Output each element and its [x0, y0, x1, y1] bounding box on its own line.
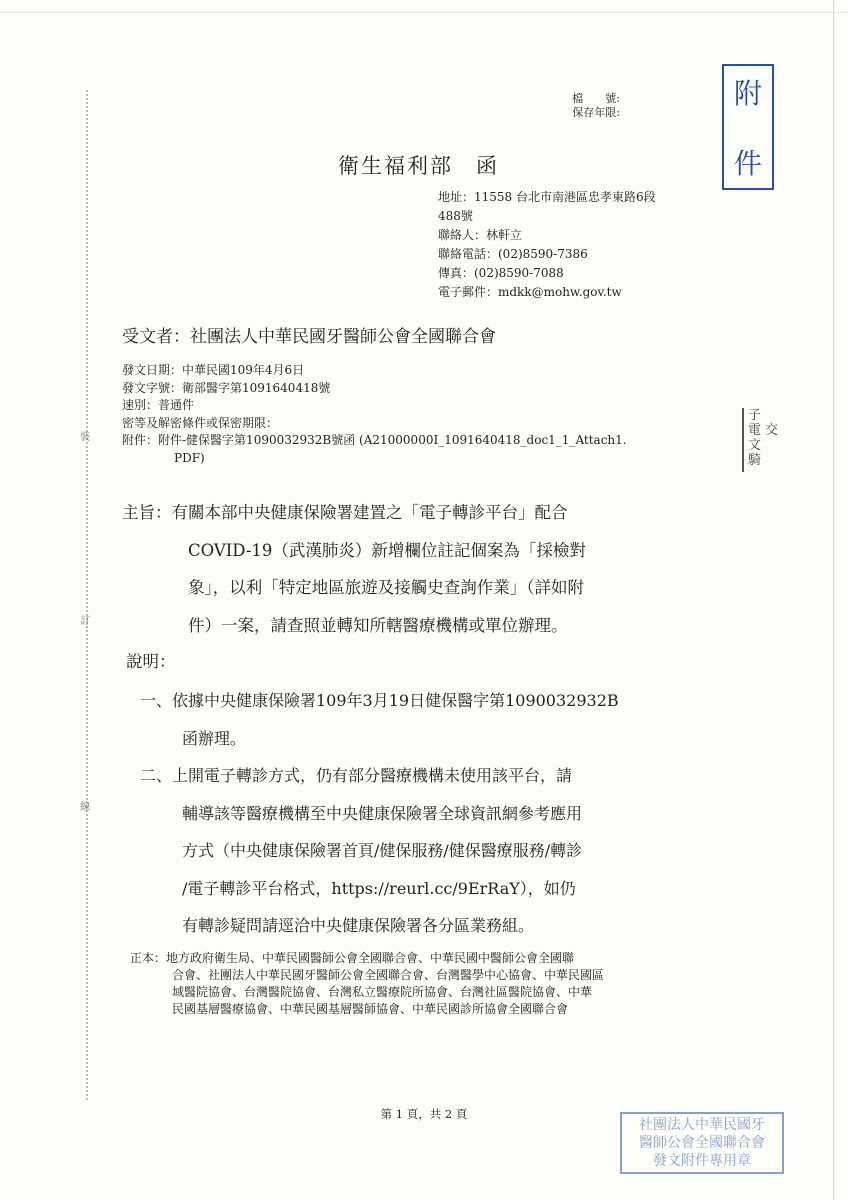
seal-line: 醫師公會全國聯合會: [639, 1135, 765, 1151]
contact-fax: 傳真：(02)8590-7088: [438, 266, 564, 280]
retention-label: 保存年限:: [572, 106, 620, 119]
subject-line: COVID-19（武漢肺炎）新增欄位註記個案為「採檢對: [188, 540, 586, 560]
document-meta: [122, 362, 627, 467]
description-line: 輔導該等醫療機構至中央健康保險署全球資訊網參考應用: [182, 803, 583, 823]
seal-line: 發文附件專用章: [653, 1153, 751, 1169]
binding-line: [86, 90, 88, 1100]
recipient: 受文者：社團法人中華民國牙醫師公會全國聯合會: [122, 327, 496, 347]
description-heading: 說明：: [126, 652, 176, 671]
cc-line: 域醫院協會、台灣醫院協會、台灣私立醫療院所協會、台灣社區醫院協會、中華: [172, 985, 593, 999]
contact-address: 地址：11558 台北市南港區忠孝東路6段: [438, 190, 656, 204]
attachment: 附件：附件-健保醫字第1090032932B號函 (A21000000I_1091640418_doc1_1_Attach1.: [122, 433, 627, 447]
contact-address-cont: 488號: [438, 209, 473, 223]
issue-date: 發文日期：中華民國109年4月6日: [122, 363, 305, 377]
description-line: 方式（中央健康保險署首頁/健保服務/健保醫療服務/轉診: [182, 841, 583, 860]
subject-line: 件）一案，請查照並轉知所轄醫療機構或單位辦理。: [188, 615, 568, 635]
attachment-cont: PDF): [174, 450, 205, 465]
doc-number: 發文字號：衛部醫字第1091640418號: [122, 380, 331, 395]
attachment-stamp: [722, 64, 774, 190]
attachment-stamp-top: 附: [733, 77, 762, 110]
description-line: 一、依據中央健康保險署109年3月19日健保醫字第1090032932B: [140, 691, 619, 710]
side-stamp-line: 文: [748, 438, 762, 453]
file-no-label: 檔 號:: [572, 92, 620, 105]
page-right-edge: [833, 0, 834, 1200]
attachment-seal: [620, 1112, 784, 1174]
cc-line: 民國基層醫療協會、中華民國基層醫師協會、中華民國診所協會全國聯合會: [172, 1002, 569, 1016]
description: [140, 682, 619, 945]
contact-block: [438, 188, 656, 302]
cc-line: 合會、社團法人中華民國牙醫師公會全國聯合會、台灣醫學中心協會、中華民國區: [172, 968, 605, 982]
contact-person: 聯絡人：林軒立: [438, 228, 523, 242]
description-line: 有轉診疑問請逕洽中央健康保險署各分區業務組。: [182, 916, 535, 935]
description-line: /電子轉診平台格式，https://reurl.cc/9ErRaY），如仍: [182, 878, 576, 898]
archive-info: [568, 92, 620, 120]
document-title: 衛生福利部 函: [338, 154, 499, 178]
attachment-stamp-bottom: 件: [733, 147, 762, 180]
secrecy: 密等及解密條件或保密期限：: [122, 415, 279, 430]
cc-line: 正本：地方政府衛生局、中華民國醫師公會全國聯合會、中華民國中醫師公會全國聯: [130, 951, 575, 965]
page-top-edge: [0, 12, 848, 13]
page-number: 第 1 頁，共 2 頁: [380, 1107, 468, 1121]
binding-mark-zhuang: 裝: [80, 432, 90, 443]
side-stamp-line: 子: [748, 408, 762, 423]
seal-line: 社團法人中華民國牙: [639, 1117, 765, 1133]
cc-list: [130, 950, 604, 1018]
electronic-doc-stamp: [742, 408, 788, 472]
description-line: 二、上開電子轉診方式，仍有部分醫療機構未使用該平台，請: [140, 766, 573, 785]
subject-line: 主旨：有關本部中央健康保險署建置之「電子轉診平台」配合: [122, 503, 568, 522]
subject: [122, 494, 586, 644]
contact-email: 電子郵件：mdkk@mohw.gov.tw: [438, 285, 622, 299]
binding-mark-xian: 線: [80, 802, 90, 813]
subject-line: 象」，以利「特定地區旅遊及接觸史查詢作業」（詳如附: [188, 578, 584, 597]
side-stamp-line: 電 交: [748, 423, 779, 438]
contact-phone: 聯絡電話：(02)8590-7386: [438, 247, 588, 261]
binding-mark-ding: 訂: [80, 616, 90, 627]
speed: 速別：普通件: [122, 398, 195, 412]
side-stamp-line: 騎: [748, 453, 762, 468]
description-line: 函辦理。: [182, 728, 247, 748]
